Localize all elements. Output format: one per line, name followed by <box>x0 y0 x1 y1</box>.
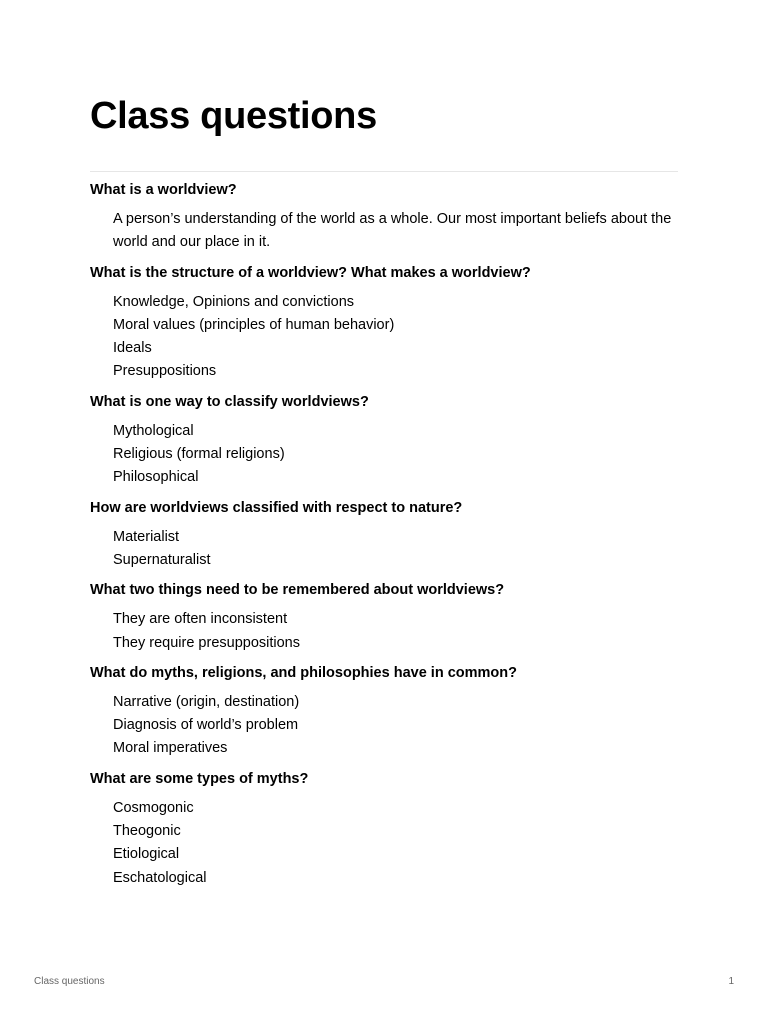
page-title: Class questions <box>90 95 377 137</box>
answer-list <box>90 691 680 761</box>
qa-content <box>90 180 680 890</box>
answer-list <box>90 526 680 573</box>
question-heading: What is a worldview? <box>90 182 237 198</box>
answer-item: They require presuppositions <box>113 634 300 651</box>
answer-item: Supernaturalist <box>113 551 211 568</box>
answer-item: Religious (formal religions) <box>113 446 285 463</box>
question-heading: What is the structure of a worldview? What makes a worldview? <box>90 264 531 281</box>
answer-item: Narrative (origin, destination) <box>113 693 300 710</box>
answer-item: Presuppositions <box>113 363 217 380</box>
qa-section <box>90 263 680 384</box>
question-heading: What do myths, religions, and philosophies have in common? <box>90 664 517 681</box>
answer-item: Diagnosis of world’s problem <box>113 717 299 734</box>
qa-section <box>90 663 680 761</box>
question-heading: What two things need to be remembered about worldviews? <box>90 582 505 599</box>
answer-list <box>90 208 680 255</box>
qa-section <box>90 580 680 655</box>
qa-section <box>90 392 680 490</box>
answer-list <box>90 291 680 384</box>
answer-item: Mythological <box>113 422 194 439</box>
answer-item: Etiological <box>113 846 180 863</box>
question-heading: What are some types of myths? <box>90 770 309 787</box>
qa-section <box>90 180 680 255</box>
answer-item: Ideals <box>113 340 152 357</box>
answer-item: Moral imperatives <box>113 740 228 757</box>
answer-list <box>90 797 680 890</box>
answer-item: Materialist <box>113 528 180 545</box>
footer-page-number: 1 <box>728 976 734 987</box>
answer-item: Philosophical <box>113 469 199 486</box>
answer-item: Moral values (principles of human behavior) <box>113 316 395 333</box>
answer-item: Knowledge, Opinions and convictions <box>113 293 355 310</box>
qa-section <box>90 498 680 573</box>
qa-section <box>90 769 680 890</box>
answer-item: A person’s understanding of the world as a whole. Our most important beliefs about the world and our place in it. <box>113 211 672 251</box>
title-divider <box>90 171 678 172</box>
answer-item: Eschatological <box>113 869 207 886</box>
question-heading: What is one way to classify worldviews? <box>90 393 369 410</box>
answer-item: Theogonic <box>113 823 181 840</box>
answer-item: They are often inconsistent <box>113 611 288 628</box>
answer-list <box>90 420 680 490</box>
footer-title: Class questions <box>34 976 105 987</box>
answer-list <box>90 608 680 655</box>
question-heading: How are worldviews classified with respect to nature? <box>90 499 463 516</box>
answer-item: Cosmogonic <box>113 799 194 816</box>
